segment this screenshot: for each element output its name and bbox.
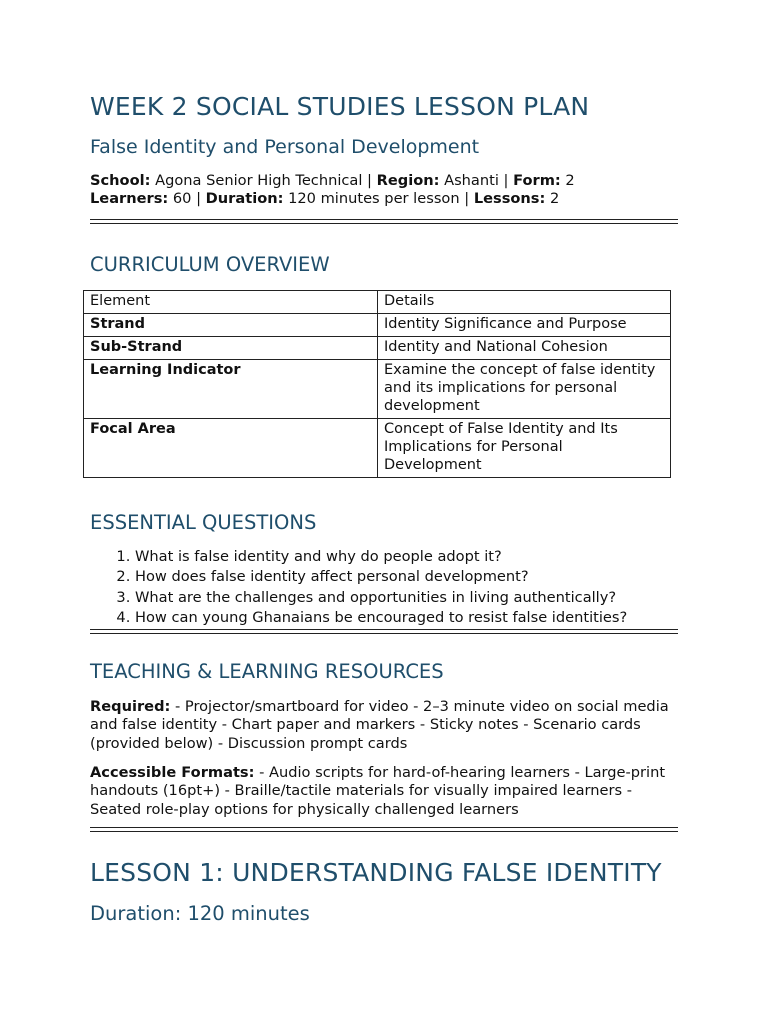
element-cell xyxy=(84,337,378,360)
details-cell: Examine the concept of false identity and its implications for personal development xyxy=(378,360,671,419)
table-row xyxy=(84,337,671,360)
region-value: Ashanti xyxy=(444,172,499,189)
required-text: - Projector/smartboard for video - 2–3 minute video on social media and false identity - Chart paper and markers - Sticky notes - Scenario cards (provided below) - Discussion prompt cards xyxy=(90,698,669,752)
separator: | xyxy=(196,190,202,207)
lessons-value: 2 xyxy=(549,190,560,207)
separator: | xyxy=(503,172,509,189)
details-cell: Identity and National Cohesion xyxy=(378,337,671,360)
element-cell xyxy=(84,314,378,337)
form-label: Form: xyxy=(513,172,561,189)
column-header-details: Details xyxy=(378,291,671,314)
details-cell: Identity Significance and Purpose xyxy=(378,314,671,337)
duration-value: 120 minutes per lesson xyxy=(288,190,460,207)
section-divider xyxy=(90,827,678,832)
element-cell xyxy=(84,419,378,478)
list-item: 3. What are the challenges and opportunities in living authentically? xyxy=(135,588,695,608)
region-label: Region: xyxy=(376,172,440,189)
section-divider xyxy=(90,219,678,224)
essential-questions-heading: ESSENTIAL QUESTIONS xyxy=(90,511,317,534)
section-divider xyxy=(90,629,678,634)
learners-label: Learners: xyxy=(90,190,169,207)
document-title: WEEK 2 SOCIAL STUDIES LESSON PLAN xyxy=(90,92,590,121)
curriculum-overview-heading: CURRICULUM OVERVIEW xyxy=(90,253,330,276)
list-item: 4. How can young Ghanaians be encouraged to resist false identities? xyxy=(135,608,695,628)
curriculum-table xyxy=(83,290,671,478)
list-item: 2. How does false identity affect personal development? xyxy=(135,567,695,587)
list-item: 1. What is false identity and why do people adopt it? xyxy=(135,547,695,567)
column-header-element: Element xyxy=(84,291,378,314)
table-row xyxy=(84,419,671,478)
required-label: Required: xyxy=(90,698,171,715)
school-label: School: xyxy=(90,172,151,189)
accessible-text: - Audio scripts for hard-of-hearing learners - Large-print handouts (16pt+) - Braille/tactile materials for visually impaired learners - Seated role-play options for physically challenged learners xyxy=(90,764,666,818)
lessons-label: Lessons: xyxy=(473,190,546,207)
accessible-label: Accessible Formats: xyxy=(90,764,255,781)
lesson-1-heading: LESSON 1: UNDERSTANDING FALSE IDENTITY xyxy=(90,858,662,887)
element-label: Focal Area xyxy=(90,421,176,437)
learners-value: 60 xyxy=(172,190,192,207)
accessible-formats-paragraph xyxy=(90,764,680,819)
school-value: Agona Senior High Technical xyxy=(155,172,363,189)
separator: | xyxy=(367,172,372,189)
element-label: Sub-Strand xyxy=(90,339,183,355)
table-row xyxy=(84,360,671,419)
element-label: Learning Indicator xyxy=(90,362,241,378)
duration-label: Duration: xyxy=(205,190,284,207)
lesson-1-duration: Duration: 120 minutes xyxy=(90,902,310,925)
separator: | xyxy=(464,190,470,207)
document-subtitle: False Identity and Personal Development xyxy=(90,136,480,158)
essential-questions-list xyxy=(90,547,695,628)
resources-heading: TEACHING & LEARNING RESOURCES xyxy=(90,660,444,683)
details-cell: Concept of False Identity and Its Implications for Personal Development xyxy=(378,419,671,478)
metadata-line-1 xyxy=(90,172,575,190)
element-cell xyxy=(84,360,378,419)
element-label: Strand xyxy=(90,316,146,332)
table-header-row xyxy=(84,291,671,314)
lesson-metadata xyxy=(90,172,575,208)
metadata-line-2 xyxy=(90,190,575,208)
required-resources-paragraph xyxy=(90,698,680,753)
table-row xyxy=(84,314,671,337)
form-value: 2 xyxy=(565,172,575,189)
